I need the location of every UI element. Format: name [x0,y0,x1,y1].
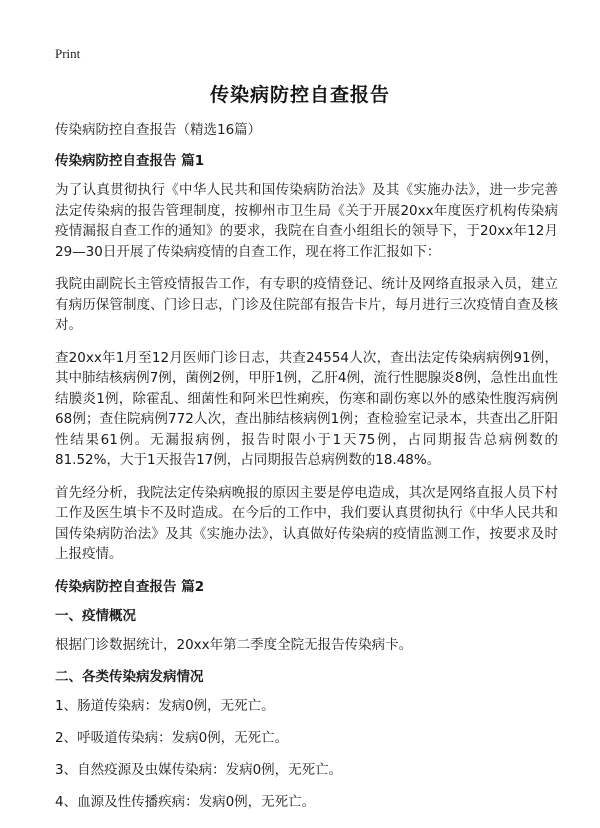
list-item: 4、血源及性传播疾病：发病0例，无死亡。 [55,794,316,810]
paragraph: 查20xx年1月至12月医师门诊日志，共查24554人次，查出法定传染病病例91例，其中肺结核病例7例，菌例2例，甲肝1例，乙肝4例，流行性腮腺炎8例，急性出血性结膜炎1例，除霍乱、细菌性和阿米巴性痢疾，伤寒和副伤寒以外的感染性腹泻病例68例；查住院病例772人次，查出肺结核病例1例；查检验室记录本，共查出乙肝阳性结果61例。无漏报病例，报告时限小于1天75例，占同期报告总病例数的81.52%，大于1天报告17例，占同期报告总病例数的18.48%。 [55,349,558,468]
section-heading-1: 传染病防控自查报告 篇1 [55,153,205,169]
list-item: 1、肠道传染病：发病0例，无死亡。 [55,698,275,714]
list-item: 3、自然疫源及虫媒传染病：发病0例，无死亡。 [55,762,343,778]
paragraph: 首先经分析，我院法定传染病晚报的原因主要是停电造成，其次是网络直报人员下村工作及医生填卡不及时造成。在今后的工作中，我们要认真贯彻执行《中华人民共和国传染病防治法》及其《实施办法》，认真做好传染病的疫情监测工作，按要求及时上报疫情。 [55,484,558,562]
document-subtitle: 传染病防控自查报告（精选16篇） [55,122,262,138]
paragraph: 为了认真贯彻执行《中华人民共和国传染病防治法》及其《实施办法》，进一步完善法定传染病的报告管理制度，按柳州市卫生局《关于开展20xx年度医疗机构传染病疫情漏报自查工作的通知》的要求，我院在自查小组组长的领导下，于20xx年12月29—30日开展了传染病疫情的自查工作，现在将工作汇报如下： [55,182,558,260]
print-link[interactable]: Print [55,46,81,61]
page-title: 传染病防控自查报告 [209,84,390,106]
sub-heading-disease-situation: 二、各类传染病发病情况 [55,669,204,685]
list-item: 2、呼吸道传染病：发病0例，无死亡。 [55,730,289,746]
document-body [55,120,558,824]
section-heading-2: 传染病防控自查报告 篇2 [55,578,205,595]
paragraph: 根据门诊数据统计，20xx年第二季度全院无报告传染病卡。 [55,636,413,653]
sub-heading-epidemic-overview: 一、疫情概况 [55,607,136,624]
paragraph: 我院由副院长主管疫情报告工作，有专职的疫情登记、统计及网络直报录入员，建立有病历保管制度、门诊日志，门诊及住院部有报告卡片，每月进行三次疫情自查及核对。 [55,276,558,333]
